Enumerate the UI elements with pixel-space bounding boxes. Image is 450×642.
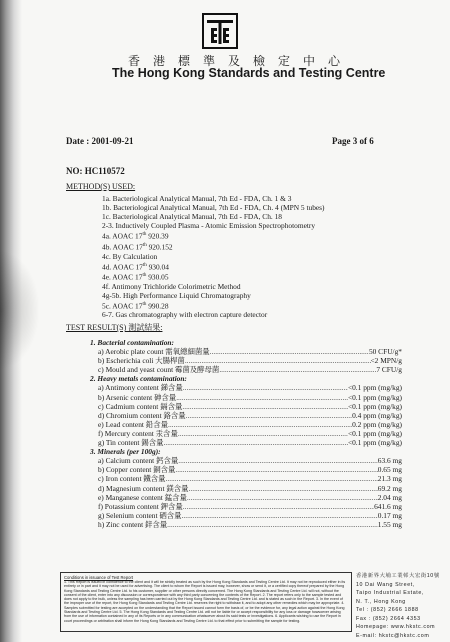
method-item: 4f. Antimony Trichloride Colorimetric Method xyxy=(102,281,241,291)
result-label: c) Mould and yeast count 霉菌及酵母菌 xyxy=(98,365,220,375)
result-label: d) Magnesium content 鎂含量 xyxy=(98,483,189,493)
result-value: <0.1 ppm (mg/kg) xyxy=(347,392,402,402)
results-list xyxy=(82,338,402,529)
result-label: f) Potassium content 鉀含量 xyxy=(98,501,183,511)
method-item: 4a. AOAC 17th 920.39 xyxy=(102,231,169,241)
result-value: <0.1 ppm (mg/kg) xyxy=(347,401,402,411)
result-row xyxy=(82,502,402,511)
result-value: 641.6 mg xyxy=(374,501,402,511)
result-value: 0.65 mg xyxy=(377,465,402,475)
method-item: 6-7. Gas chromatography with electron capture detector xyxy=(102,310,268,320)
method-item: 4e. AOAC 17th 930.05 xyxy=(102,272,169,282)
method-item: 4b. AOAC 17th 920.152 xyxy=(102,242,173,252)
contact-block xyxy=(356,572,448,640)
result-row xyxy=(82,365,402,374)
result-row xyxy=(82,493,402,502)
result-value: <2 MPN/g xyxy=(370,356,402,366)
result-label: g) Selenium content 硒含量 xyxy=(98,510,182,520)
result-row xyxy=(82,420,402,429)
method-item: 1a. Bacteriological Analytical Manual, 7th Ed - FDA, Ch. 1 & 3 xyxy=(102,194,292,203)
results-section-title: 3. Minerals (per 100g): xyxy=(90,447,161,457)
conditions-title: Conditions in issuance of Test Report xyxy=(64,575,134,580)
result-label: a) Antimony content 銻含量 xyxy=(98,383,183,393)
result-row xyxy=(82,411,402,420)
result-label: e) Lead content 鉛含量 xyxy=(98,419,168,429)
email-link[interactable]: E-mail: hkstc@hkstc.com xyxy=(356,632,430,639)
report-date: Date : 2001-09-21 xyxy=(66,136,134,146)
result-row xyxy=(82,484,402,493)
hkstc-logo-icon xyxy=(202,13,238,49)
result-value: 69.2 mg xyxy=(377,483,402,493)
results-section-title: 2. Heavy metals contamination: xyxy=(90,374,187,384)
scan-shadow-blot xyxy=(0,250,40,370)
result-label: g) Tin content 錫含量 xyxy=(98,438,164,448)
method-item: 4g-5b. High Performance Liquid Chromatography xyxy=(102,290,251,300)
result-label: e) Manganese content 錳含量 xyxy=(98,492,187,502)
company-name-chinese: 香 港 標 準 及 檢 定 中 心 xyxy=(128,54,346,68)
report-number: NO: HC110572 xyxy=(66,166,125,176)
result-value: 0.17 mg xyxy=(377,510,402,520)
result-row xyxy=(82,511,402,520)
address-line: N. T., Hong Kong xyxy=(356,598,406,605)
telephone: Tel : (852) 2666 1888 xyxy=(356,607,419,613)
result-label: b) Copper content 銅含量 xyxy=(98,465,176,475)
result-label: f) Mercury content 汞含量 xyxy=(98,428,178,438)
report-conditions-box xyxy=(60,572,352,632)
fax: Fax : (852) 2664 4353 xyxy=(356,615,421,622)
result-row xyxy=(82,393,402,402)
result-label: d) Chromium content 鉻含量 xyxy=(98,410,186,420)
result-value: 0.2 ppm (mg/kg) xyxy=(352,419,402,429)
methods-heading: METHOD(S) USED: xyxy=(66,182,136,191)
result-row xyxy=(82,383,402,392)
result-value: <0.1 ppm (mg/kg) xyxy=(347,383,402,393)
method-item: 5c. AOAC 17th 990.28 xyxy=(102,301,169,311)
result-label: c) Iron content 鐵含量 xyxy=(98,474,166,484)
result-value: 1.55 mg xyxy=(377,519,402,529)
result-value: 2.04 mg xyxy=(377,492,402,502)
result-value: 0.4 ppm (mg/kg) xyxy=(352,410,402,420)
result-row xyxy=(82,465,402,474)
results-heading: TEST RESULT(S) 測試結果: xyxy=(66,323,163,332)
homepage-link[interactable]: Homepage: www.hkstc.com xyxy=(356,624,436,630)
result-row xyxy=(82,456,402,465)
method-item: 2-3. Inductively Coupled Plasma - Atomic Emission Spectrophotometry xyxy=(102,221,316,231)
result-label: b) Arsenic content 砷含量 xyxy=(98,392,177,402)
result-label: h) Zinc content 鋅含量 xyxy=(98,519,168,529)
address-chinese: 香港新界大埔工業邨大宏街10號 xyxy=(356,573,440,579)
result-value: <0.1 ppm (mg/kg) xyxy=(347,438,402,448)
result-value: <0.1 ppm (mg/kg) xyxy=(347,428,402,438)
result-row xyxy=(82,520,402,529)
page-number: Page 3 of 6 xyxy=(332,136,374,146)
result-row xyxy=(82,402,402,411)
result-label: a) Aerobic plate count 需氧總細菌量 xyxy=(98,347,210,357)
method-item: 1b. Bacteriological Analytical Manual, 7th Ed - FDA, Ch. 4 (MPN 5 tubes) xyxy=(102,203,325,213)
method-item: 4c. By Calculation xyxy=(102,251,158,261)
result-label: c) Cadmium content 鎘含量 xyxy=(98,401,183,411)
result-row xyxy=(82,474,402,483)
company-name-english: The Hong Kong Standards and Testing Centre xyxy=(112,66,386,80)
result-value: 50 CFU/g* xyxy=(368,347,402,357)
methods-list xyxy=(102,194,325,320)
method-item: 4d. AOAC 17th 930.04 xyxy=(102,262,169,272)
result-label: a) Calcium content 鈣含量 xyxy=(98,456,179,466)
result-row xyxy=(82,356,402,365)
results-section-title: 1. Bacterial contamination: xyxy=(90,338,174,347)
result-row xyxy=(82,347,402,356)
result-row xyxy=(82,429,402,438)
method-item: 1c. Bacteriological Analytical Manual, 7th Ed - FDA, Ch. 18 xyxy=(102,212,283,222)
result-label: b) Escherichia coli 大腸桿菌 xyxy=(98,356,185,366)
result-value: 63.6 mg xyxy=(377,456,402,466)
address-line: Taipo Industrial Estate, xyxy=(356,590,424,596)
result-value: 7 CFU/g xyxy=(376,365,402,375)
address-line: 10 Dai Wang Street, xyxy=(356,581,415,588)
result-value: 21.3 mg xyxy=(377,474,402,484)
conditions-text: 1. This Report is issued in confidence to the client and it will be strictly treated as such by the Hong Kong Standards and Testing Centre Ltd. It may not be reproduced either in its entirety or in part and it may not be used for advertising. The client to whom the Report is issued may, however, show or send it, or a certified copy thereof prepared by the Hong Kong Standards and Testing Centre Ltd. to his customer, supplier or other persons directly concerned. The Hong Kong Standards and Testing Centre Ltd. will not, without the consent of the client, enter into any discussion or correspondence with any third party concerning the contents of the Report. 2. The report refers only to the sample tested and does not apply to the bulk, unless the sampling has been carried out by the Hong Kong Standards and Testing Centre Ltd. and is stated as such in the Report. 3. In the event of the improper use of the report, the Hong Kong Standards and Testing Centre Ltd. reserves the right to withdraw it, and to adopt any other remedies which may be appropriate. 4. Samples submitted for testing are accepted on the understanding that the Report issued cannot form the basis of, or be the evidence for, any legal action against the Hong Kong Standards and Testing Centre Ltd. 5. The Hong Kong Standards and Testing Centre Ltd. will not be liable for or accept responsibility for any loss or damage howsoever arising from the use of information contained in any of its Reports or in any communication whatsoever about its said tests or investigations. 6. Applicants wishing to use the Report in court proceedings or arbitration shall inform the Hong Kong Standards and Testing Centre Ltd. to that effect prior to submitting the sample for testing. xyxy=(64,580,346,623)
result-row xyxy=(82,438,402,447)
